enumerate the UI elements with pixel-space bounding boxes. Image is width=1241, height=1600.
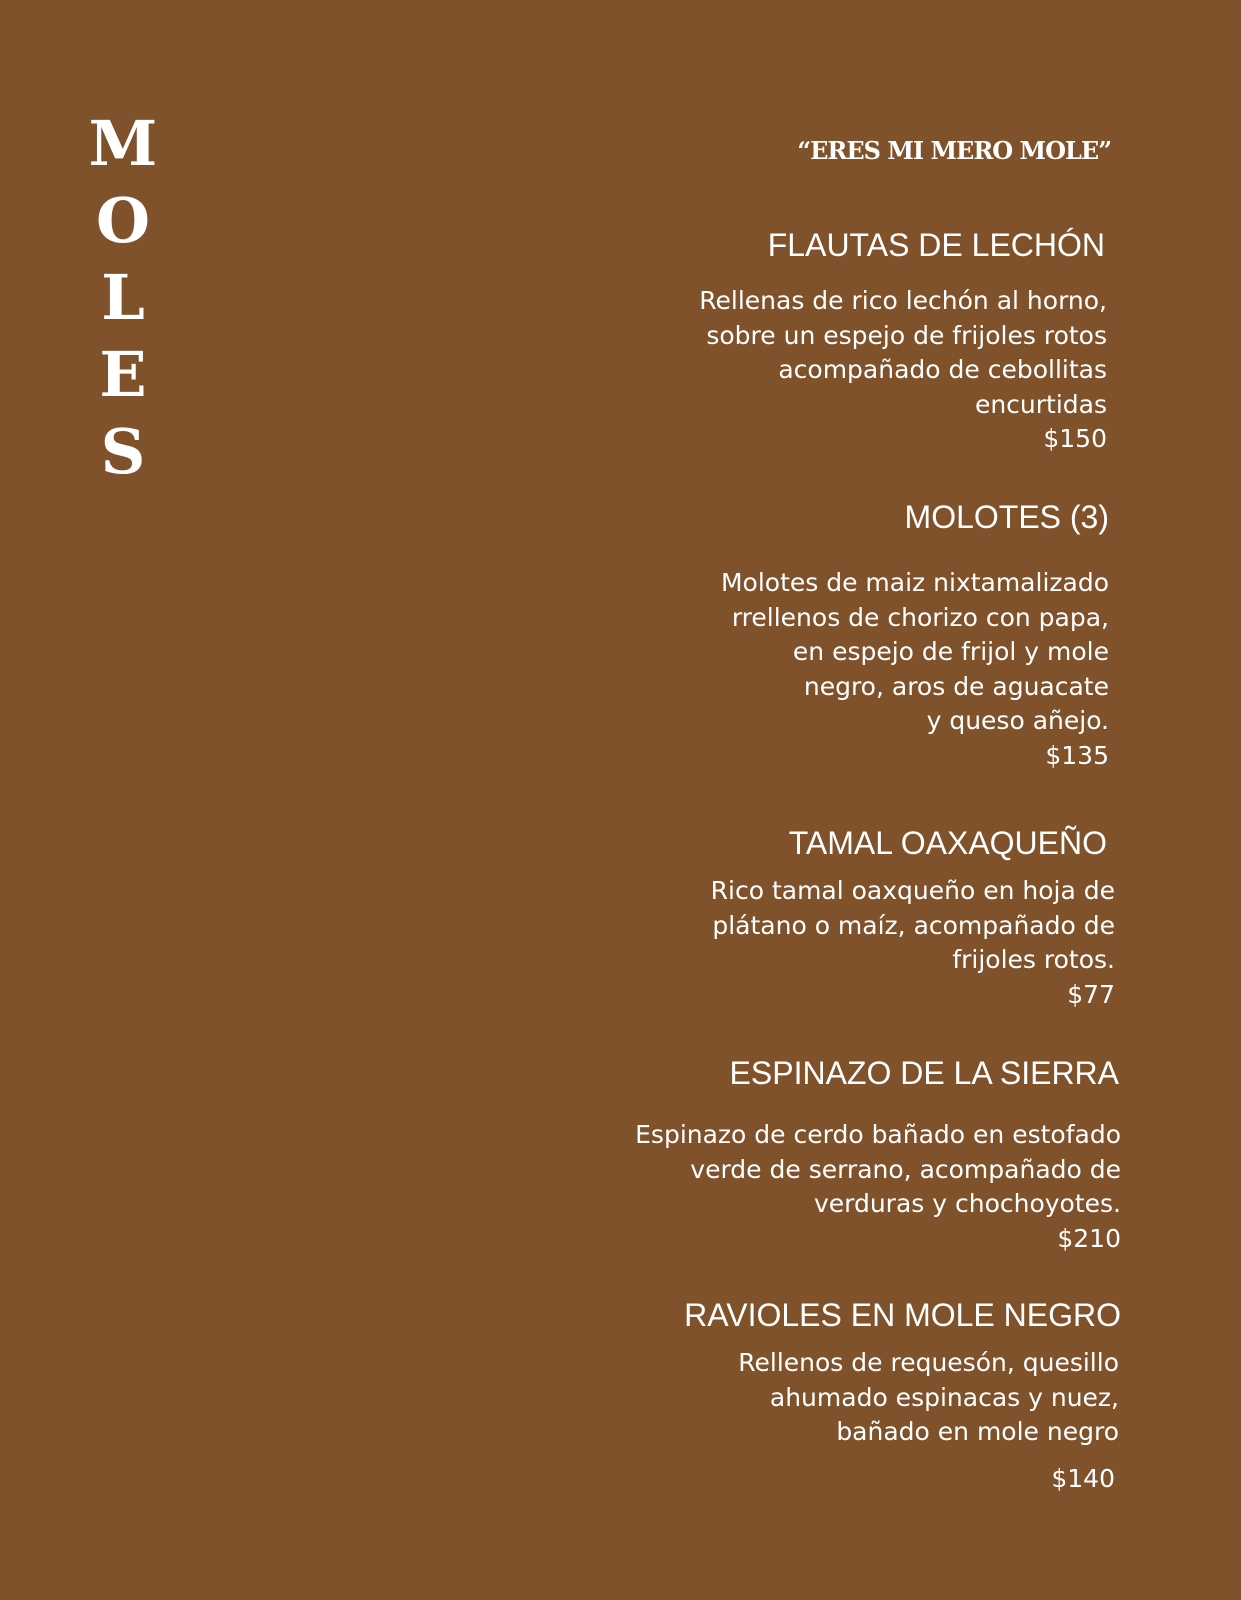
dish-name: ESPINAZO DE LA SIERRA [729, 1055, 1119, 1091]
menu-item-flautas-de-lechon [511, 226, 1111, 457]
menu-item-molotes [511, 498, 1111, 773]
section-title-letter: E [99, 338, 147, 411]
dish-price: $210 [1057, 1223, 1121, 1253]
dish-description: Espinazo de cerdo bañado en estofado verde de serrano, acompañado de verduras y chochoyotes. [635, 1120, 1121, 1218]
dish-description: Rico tamal oaxqueño en hoja de plátano o maíz, acompañado de frijoles rotos. [710, 876, 1115, 974]
section-title-letter: L [101, 261, 145, 334]
section-title-letter: M [88, 107, 158, 180]
dish-name: RAVIOLES EN MOLE NEGRO [684, 1297, 1121, 1333]
section-title-letter: S [100, 415, 146, 488]
section-title-letter: O [95, 184, 150, 257]
dish-price: $135 [1045, 740, 1109, 770]
dish-name: TAMAL OAXAQUEÑO [788, 825, 1107, 861]
dish-price: $150 [1043, 424, 1107, 453]
dish-description: Rellenas de rico lechón al horno, sobre un espejo de frijoles rotos acompañado de cebollitas encurtidas [699, 286, 1107, 419]
dish-description: Molotes de maiz nixtamalizado rrellenos de chorizo con papa, en espejo de frijol y mole negro, aros de aguacate y queso añejo. [720, 568, 1109, 735]
dish-price: $77 [1067, 979, 1115, 1009]
section-title-moles [84, 105, 162, 490]
dish-price: $140 [1051, 1463, 1115, 1493]
dish-description: Rellenos de requesón, quesillo ahumado espinacas y nuez, bañado en mole negro [738, 1348, 1119, 1446]
dish-name: MOLOTES (3) [904, 499, 1109, 535]
menu-item-espinazo-de-la-sierra [511, 1054, 1121, 1256]
menu-tagline: “ERES MI MERO MOLE” [797, 136, 1111, 165]
dish-name: FLAUTAS DE LECHÓN [767, 227, 1105, 263]
menu-item-tamal-oaxaqueno [511, 824, 1115, 1012]
menu-item-ravioles-en-mole-negro [511, 1296, 1121, 1496]
